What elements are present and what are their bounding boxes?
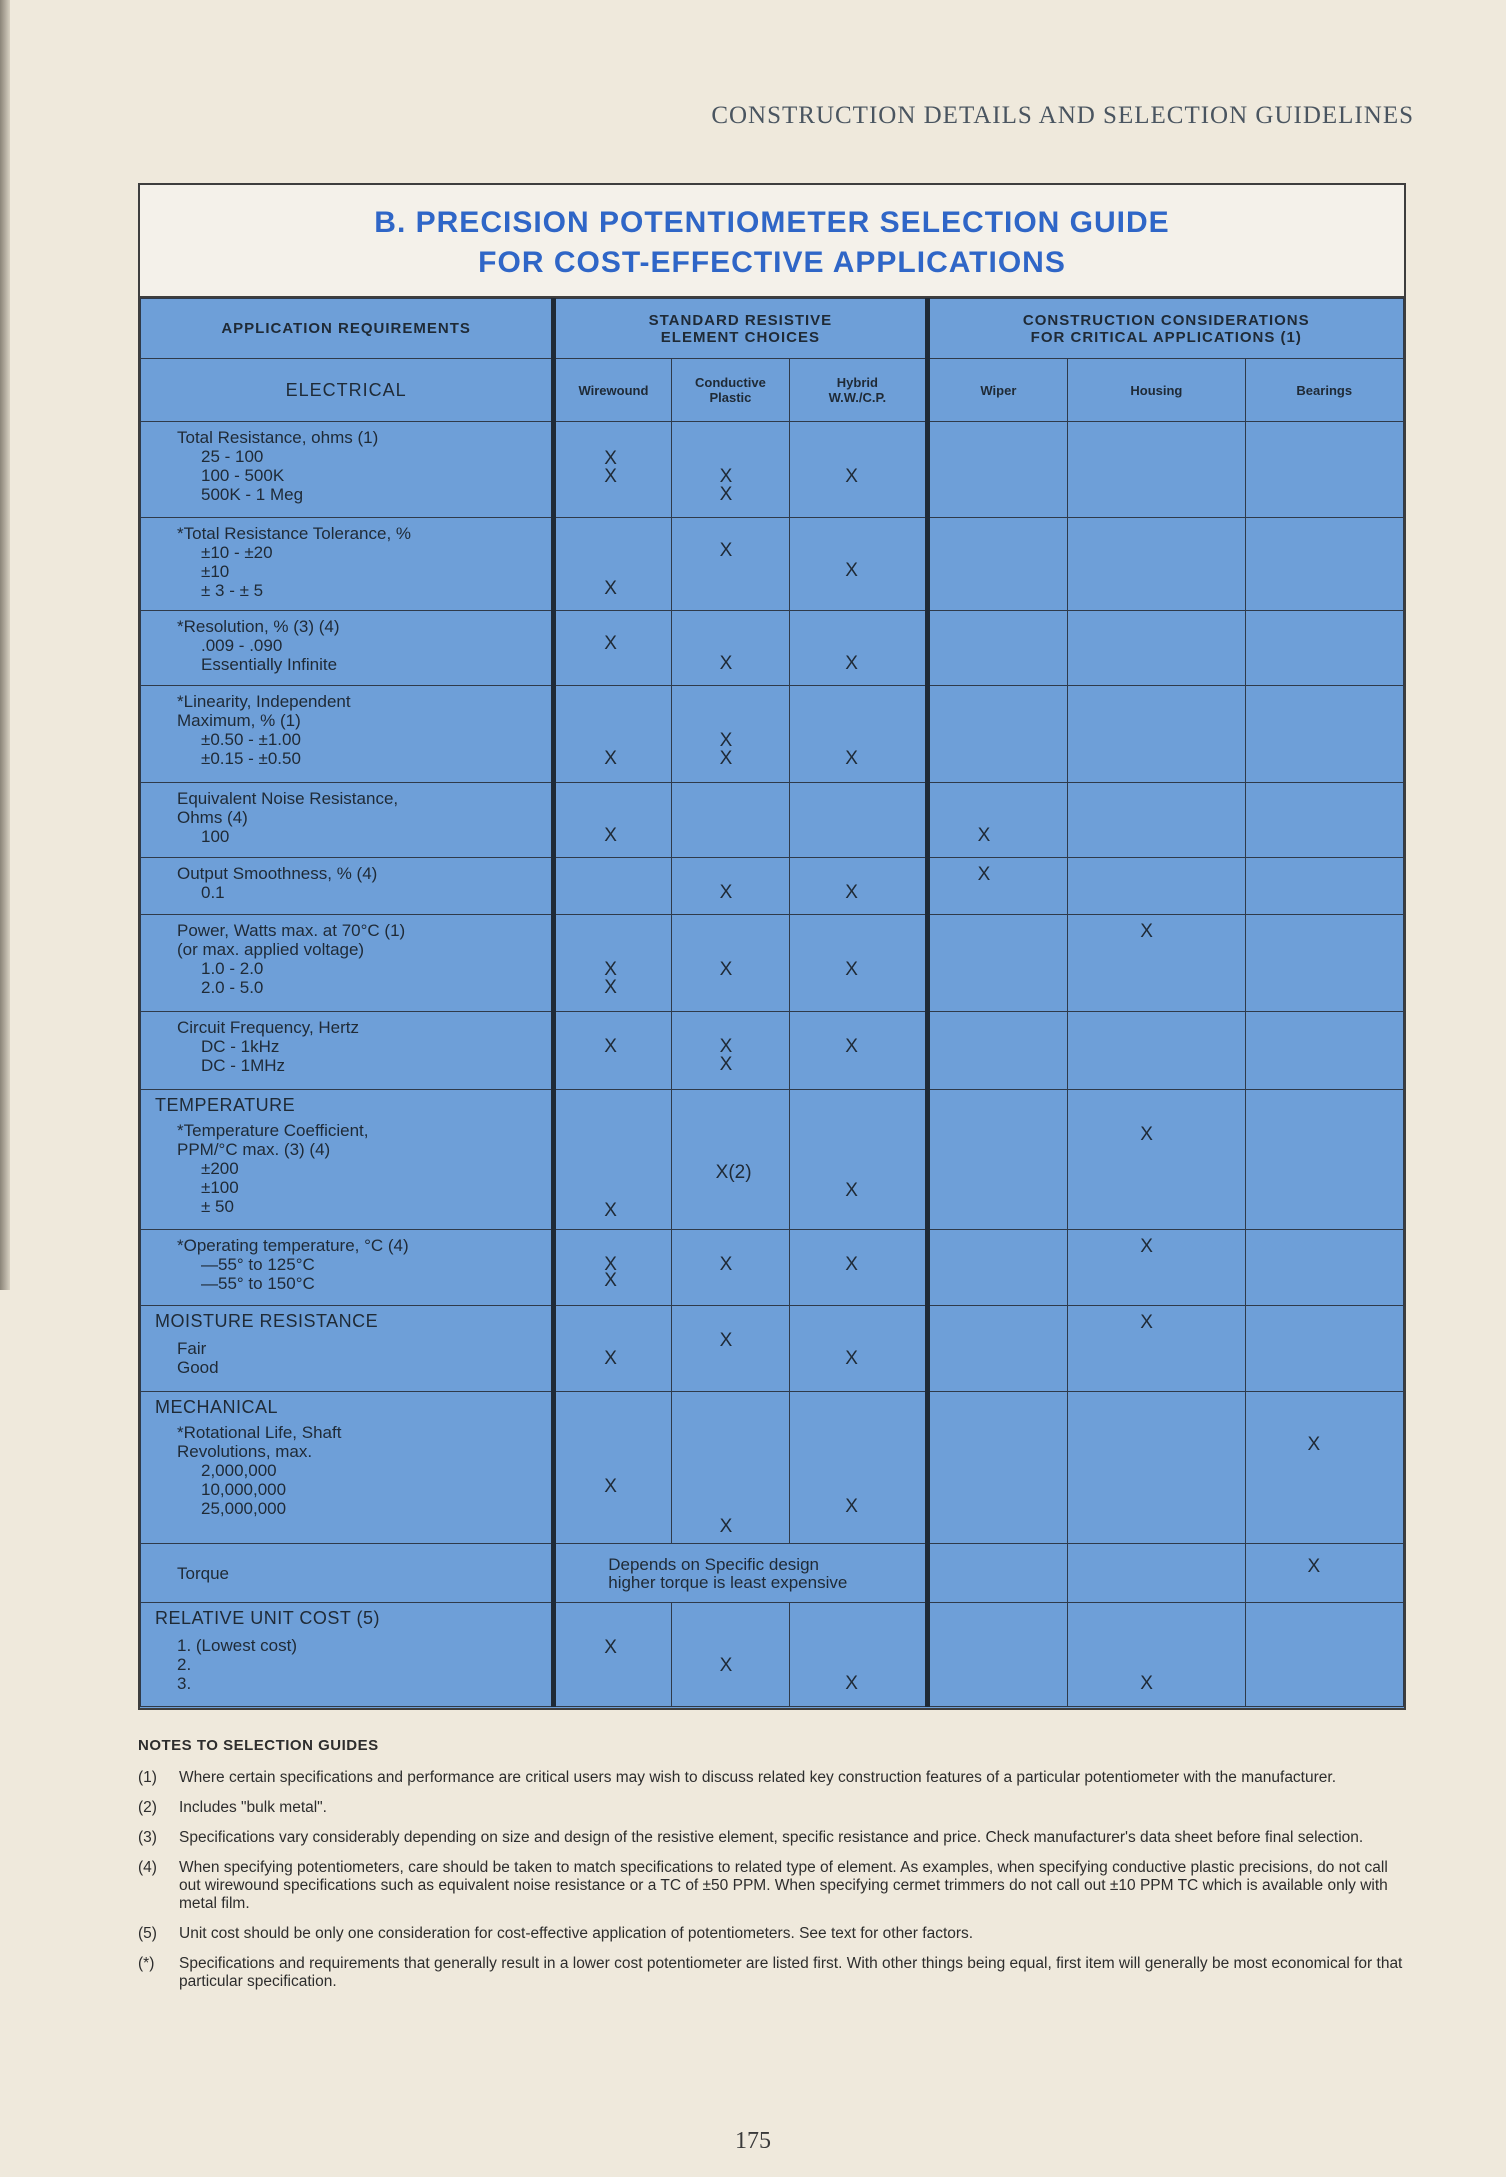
- x-mark: X: [977, 825, 991, 846]
- notes-section: [138, 1737, 1406, 2003]
- cell-wirewound: [554, 1090, 671, 1230]
- cell-bearings: [1245, 858, 1404, 915]
- row-text: Revolutions, max.: [177, 1442, 313, 1461]
- row-text: *Rotational Life, Shaft: [177, 1423, 342, 1442]
- table-row: [141, 783, 1404, 858]
- x-mark: X: [845, 748, 858, 769]
- x-mark: X: [1140, 1673, 1153, 1694]
- x-mark: X: [845, 466, 858, 487]
- cell-bearings: [1245, 915, 1404, 1012]
- note-text: When specifying potentiometers, care should be taken to match specifications to related type of element. As examples, when specifying conductive plastic precisions, do not call out wirewound specifications such as equivalent noise resistance or a TC of ±50 PPM. When specifying cermet trimmers do not call out ±10 PPM TC which is available only with metal film.: [179, 1859, 1388, 1912]
- x-mark: X: [1140, 921, 1153, 942]
- x-mark: X: [719, 1036, 733, 1057]
- row-text: PPM/°C max. (3) (4): [177, 1140, 331, 1159]
- note-number: (1): [138, 1769, 157, 1786]
- cell-conductive: [671, 915, 790, 1012]
- row-label-operating-temp: [141, 1230, 554, 1306]
- header-electrical: ELECTRICAL: [141, 359, 554, 422]
- x-mark: X: [977, 864, 991, 885]
- x-mark: X: [604, 1348, 617, 1369]
- cell-housing: [1068, 915, 1245, 1012]
- table-row: [141, 686, 1404, 783]
- header-application-requirements: APPLICATION REQUIREMENTS: [141, 299, 554, 359]
- row-text: 2,000,000: [201, 1461, 277, 1480]
- cell-bearings: [1245, 518, 1404, 611]
- cell-hybrid: [790, 1306, 927, 1392]
- cell-hybrid: [790, 1090, 927, 1230]
- cell-conductive: [671, 1090, 790, 1230]
- table-row: [141, 1603, 1404, 1707]
- cell-wiper: [927, 915, 1068, 1012]
- header-standard-line2: ELEMENT CHOICES: [660, 328, 820, 346]
- cell-conductive: [671, 1012, 790, 1090]
- header-conductive-1: Conductive: [695, 375, 766, 390]
- header-conductive-plastic: [671, 359, 790, 422]
- cell-conductive: [671, 783, 790, 858]
- section-label: TEMPERATURE: [155, 1095, 296, 1115]
- cell-hybrid: [790, 686, 927, 783]
- cell-bearings: [1245, 1603, 1404, 1707]
- row-text: *Temperature Coefficient,: [177, 1121, 369, 1140]
- row-text: 100: [201, 827, 230, 846]
- row-text: *Resolution, % (3) (4): [177, 617, 340, 636]
- cell-wiper: [927, 783, 1068, 858]
- cell-wirewound: [554, 915, 671, 1012]
- page-number: 175: [735, 2128, 771, 2154]
- row-text: —55° to 150°C: [201, 1274, 315, 1293]
- note-item: [138, 1925, 1406, 1943]
- table-row: [141, 611, 1404, 686]
- row-text: Circuit Frequency, Hertz: [177, 1018, 360, 1037]
- cell-wiper: [927, 518, 1068, 611]
- table-row: [141, 1090, 1404, 1230]
- cell-wiper: [927, 858, 1068, 915]
- note-item: [138, 1799, 1406, 1817]
- x-mark: X: [1140, 1312, 1153, 1333]
- note-text: Unit cost should be only one consideration for cost-effective application of potentiometers. See text for other factors.: [179, 1925, 974, 1942]
- cell-conductive: [671, 422, 790, 518]
- notes-heading: NOTES TO SELECTION GUIDES: [138, 1737, 379, 1754]
- cell-wiper: [927, 1544, 1068, 1603]
- row-text: .009 - .090: [201, 636, 283, 655]
- cell-wirewound: [554, 611, 671, 686]
- row-text: 25,000,000: [201, 1499, 287, 1518]
- row-label-power: [141, 915, 554, 1012]
- cell-hybrid: [790, 915, 927, 1012]
- row-text: Torque: [177, 1564, 229, 1583]
- header-hybrid-2: W.W./C.P.: [828, 390, 887, 405]
- x-mark: X: [604, 1270, 617, 1291]
- cell-wirewound: [554, 422, 671, 518]
- x-mark: X: [604, 1254, 617, 1275]
- row-text: ±0.50 - ±1.00: [201, 730, 301, 749]
- header-construction-line1: CONSTRUCTION CONSIDERATIONS: [1022, 311, 1310, 329]
- row-text: ±0.15 - ±0.50: [201, 749, 301, 768]
- x-mark: X: [845, 1180, 858, 1201]
- cell-wiper: [927, 611, 1068, 686]
- cell-bearings: [1245, 422, 1404, 518]
- row-text: 1.0 - 2.0: [201, 959, 264, 978]
- table-row: [141, 1230, 1404, 1306]
- row-label-resolution: [141, 611, 554, 686]
- x-mark: X: [845, 560, 858, 581]
- header-hybrid-1: Hybrid: [836, 375, 878, 390]
- guide-grid: [140, 298, 1404, 1707]
- note-number: (*): [138, 1955, 155, 1972]
- table-row: [141, 915, 1404, 1012]
- cell-housing: [1068, 518, 1245, 611]
- table-row: [141, 1306, 1404, 1392]
- cell-hybrid: [790, 422, 927, 518]
- x-mark: X: [719, 484, 733, 505]
- cell-conductive: [671, 686, 790, 783]
- row-label-frequency: [141, 1012, 554, 1090]
- header-housing: Housing: [1068, 359, 1245, 422]
- row-label-noise: [141, 783, 554, 858]
- table-row: [141, 518, 1404, 611]
- row-text: 3.: [177, 1674, 192, 1693]
- cell-wiper: [927, 1603, 1068, 1707]
- cell-hybrid: [790, 1230, 927, 1306]
- header-wirewound: Wirewound: [554, 359, 671, 422]
- cell-housing: [1068, 422, 1245, 518]
- cell-wirewound: [554, 1230, 671, 1306]
- table-title: [140, 185, 1404, 298]
- row-text: ± 3 - ± 5: [201, 581, 264, 600]
- cell-wirewound: [554, 518, 671, 611]
- section-label: MOISTURE RESISTANCE: [155, 1311, 379, 1331]
- note-item: [138, 1955, 1406, 1991]
- selection-guide-table: [138, 183, 1406, 1710]
- cell-wiper: [927, 686, 1068, 783]
- cell-wirewound: [554, 1306, 671, 1392]
- table-row: [141, 1392, 1404, 1544]
- cell-bearings: [1245, 1090, 1404, 1230]
- row-text: 500K - 1 Meg: [201, 485, 304, 504]
- cell-hybrid: [790, 518, 927, 611]
- row-label-linearity: [141, 686, 554, 783]
- x-mark: X: [604, 448, 617, 469]
- row-text: Total Resistance, ohms (1): [177, 428, 379, 447]
- header-standard-line1: STANDARD RESISTIVE: [648, 311, 833, 329]
- cell-housing: [1068, 1544, 1245, 1603]
- note-item: [138, 1859, 1406, 1913]
- note-item: [138, 1769, 1406, 1787]
- header-conductive-2: Plastic: [709, 390, 752, 405]
- cell-housing: [1068, 858, 1245, 915]
- cell-wirewound: [554, 1392, 671, 1544]
- cell-housing: [1068, 1392, 1245, 1544]
- cell-wiper: [927, 1306, 1068, 1392]
- x-mark: X: [845, 1036, 858, 1057]
- cell-conductive: [671, 611, 790, 686]
- row-text: *Operating temperature, °C (4): [177, 1236, 409, 1255]
- x-mark: X: [719, 653, 733, 674]
- x-mark: X: [719, 1516, 733, 1537]
- x-mark: X: [719, 1054, 733, 1075]
- note-text: Specifications and requirements that generally result in a lower cost potentiometer are listed first. With other things being equal, first item will generally be most economical for that particular specification.: [179, 1955, 1403, 1990]
- row-text: Good: [177, 1358, 219, 1377]
- row-text: 2.: [177, 1655, 192, 1674]
- cell-housing: [1068, 1230, 1245, 1306]
- header-bearings: Bearings: [1245, 359, 1404, 422]
- row-text: DC - 1MHz: [201, 1056, 286, 1075]
- x-mark: X: [719, 730, 733, 751]
- x-mark: X: [845, 653, 858, 674]
- cell-torque-note: [554, 1544, 927, 1603]
- cell-hybrid: [790, 783, 927, 858]
- cell-housing: [1068, 686, 1245, 783]
- cell-housing: [1068, 1603, 1245, 1707]
- table-row: [141, 1012, 1404, 1090]
- x-mark: X: [604, 1200, 617, 1221]
- row-label-torque: [141, 1544, 554, 1603]
- row-text: (or max. applied voltage): [177, 940, 365, 959]
- cell-wiper: [927, 1230, 1068, 1306]
- table-row: [141, 858, 1404, 915]
- row-text: Ohms (4): [177, 808, 248, 827]
- row-text: Output Smoothness, % (4): [177, 864, 378, 883]
- row-text: Equivalent Noise Resistance,: [177, 789, 399, 808]
- x-mark: X: [604, 1036, 617, 1057]
- row-label-total-resistance: [141, 422, 554, 518]
- x-mark: X: [1307, 1556, 1321, 1577]
- torque-note-line: Depends on Specific design: [608, 1555, 819, 1574]
- row-label-smoothness: [141, 858, 554, 915]
- row-text: Maximum, % (1): [177, 711, 301, 730]
- note-number: (3): [138, 1829, 157, 1846]
- cell-hybrid: [790, 1392, 927, 1544]
- x-mark: X: [719, 1254, 733, 1275]
- row-text: ±100: [201, 1178, 239, 1197]
- row-text: ±200: [201, 1159, 239, 1178]
- row-text: DC - 1kHz: [201, 1037, 280, 1056]
- note-text: Specifications vary considerably depending on size and design of the resistive element, specific resistance and price. Check manufacturer's data sheet before final selection.: [179, 1829, 1364, 1846]
- row-text: —55° to 125°C: [201, 1255, 315, 1274]
- cell-bearings: [1245, 1012, 1404, 1090]
- row-text: ±10 - ±20: [201, 543, 273, 562]
- row-text: 100 - 500K: [201, 466, 285, 485]
- cell-wirewound: [554, 1012, 671, 1090]
- cell-wiper: [927, 422, 1068, 518]
- row-label-temperature: [141, 1090, 554, 1230]
- x-mark: X: [604, 748, 617, 769]
- x-mark: X: [604, 466, 617, 487]
- x-mark-note-2: X(2): [715, 1162, 752, 1183]
- cell-bearings: [1245, 1230, 1404, 1306]
- row-text: Power, Watts max. at 70°C (1): [177, 921, 406, 940]
- x-mark: X: [719, 1330, 733, 1351]
- x-mark: X: [1140, 1236, 1153, 1257]
- header-hybrid: [790, 359, 927, 422]
- row-text: 1. (Lowest cost): [177, 1636, 297, 1655]
- cell-conductive: [671, 1230, 790, 1306]
- row-label-mechanical: [141, 1392, 554, 1544]
- header-construction: [927, 299, 1403, 359]
- row-text: *Total Resistance Tolerance, %: [177, 524, 412, 543]
- row-label-moisture: [141, 1306, 554, 1392]
- x-mark: X: [719, 959, 733, 980]
- cell-housing: [1068, 1090, 1245, 1230]
- cell-housing: [1068, 611, 1245, 686]
- header-construction-line2: FOR CRITICAL APPLICATIONS (1): [1030, 328, 1302, 346]
- x-mark: X: [1140, 1124, 1153, 1145]
- x-mark: X: [604, 1637, 617, 1658]
- x-mark: X: [719, 748, 733, 769]
- cell-wirewound: [554, 858, 671, 915]
- torque-note-line: higher torque is least expensive: [608, 1573, 848, 1592]
- x-mark: X: [845, 1348, 858, 1369]
- note-number: (5): [138, 1925, 157, 1942]
- cell-conductive: [671, 858, 790, 915]
- x-mark: X: [604, 1476, 617, 1497]
- cell-wiper: [927, 1090, 1068, 1230]
- row-text: 0.1: [201, 883, 225, 902]
- cell-hybrid: [790, 858, 927, 915]
- row-text: 25 - 100: [201, 447, 264, 466]
- table-row: [141, 422, 1404, 518]
- row-text: 2.0 - 5.0: [201, 978, 264, 997]
- row-label-tolerance: [141, 518, 554, 611]
- x-mark: X: [719, 540, 733, 561]
- cell-bearings: [1245, 686, 1404, 783]
- note-text: Includes "bulk metal".: [179, 1799, 327, 1816]
- row-text: ±10: [201, 562, 230, 581]
- cell-bearings: [1245, 1306, 1404, 1392]
- title-line-1: B. PRECISION POTENTIOMETER SELECTION GUIDE: [374, 206, 1170, 239]
- page-binding-edge: [0, 0, 10, 1290]
- cell-housing: [1068, 1306, 1245, 1392]
- x-mark: X: [604, 633, 617, 654]
- cell-conductive: [671, 518, 790, 611]
- x-mark: X: [719, 466, 733, 487]
- cell-wiper: [927, 1392, 1068, 1544]
- cell-bearings: [1245, 1544, 1404, 1603]
- x-mark: X: [845, 1673, 858, 1694]
- row-label-unit-cost: [141, 1603, 554, 1707]
- x-mark: X: [719, 1655, 733, 1676]
- cell-conductive: [671, 1306, 790, 1392]
- x-mark: X: [604, 578, 617, 599]
- cell-conductive: [671, 1603, 790, 1707]
- x-mark: X: [845, 882, 858, 903]
- cell-hybrid: [790, 611, 927, 686]
- header-standard-elements: [554, 299, 927, 359]
- x-mark: X: [604, 825, 617, 846]
- row-text: Fair: [177, 1339, 207, 1358]
- x-mark: X: [845, 1496, 858, 1517]
- cell-wirewound: [554, 1603, 671, 1707]
- running-head: CONSTRUCTION DETAILS AND SELECTION GUIDELINES: [711, 102, 1414, 129]
- x-mark: X: [719, 882, 733, 903]
- x-mark: X: [845, 1254, 858, 1275]
- x-mark: X: [1307, 1434, 1321, 1455]
- row-text: 10,000,000: [201, 1480, 287, 1499]
- note-text: Where certain specifications and performance are critical users may wish to discuss related key construction features of a particular potentiometer with the manufacturer.: [179, 1769, 1337, 1786]
- row-text: *Linearity, Independent: [177, 692, 351, 711]
- cell-bearings: [1245, 611, 1404, 686]
- cell-housing: [1068, 1012, 1245, 1090]
- x-mark: X: [604, 959, 617, 980]
- row-text: ± 50: [201, 1197, 234, 1216]
- table-row: [141, 1544, 1404, 1603]
- cell-hybrid: [790, 1012, 927, 1090]
- cell-housing: [1068, 783, 1245, 858]
- section-label: RELATIVE UNIT COST (5): [155, 1608, 381, 1628]
- cell-hybrid: [790, 1603, 927, 1707]
- title-line-2: FOR COST-EFFECTIVE APPLICATIONS: [478, 246, 1066, 279]
- x-mark: X: [845, 959, 858, 980]
- section-label: MECHANICAL: [155, 1397, 279, 1417]
- cell-conductive: [671, 1392, 790, 1544]
- x-mark: X: [604, 977, 617, 998]
- cell-wirewound: [554, 783, 671, 858]
- row-text: Essentially Infinite: [201, 655, 338, 674]
- cell-wirewound: [554, 686, 671, 783]
- note-number: (4): [138, 1859, 157, 1876]
- cell-wiper: [927, 1012, 1068, 1090]
- cell-bearings: [1245, 1392, 1404, 1544]
- header-wiper: Wiper: [927, 359, 1068, 422]
- note-item: [138, 1829, 1406, 1847]
- cell-bearings: [1245, 783, 1404, 858]
- note-number: (2): [138, 1799, 157, 1816]
